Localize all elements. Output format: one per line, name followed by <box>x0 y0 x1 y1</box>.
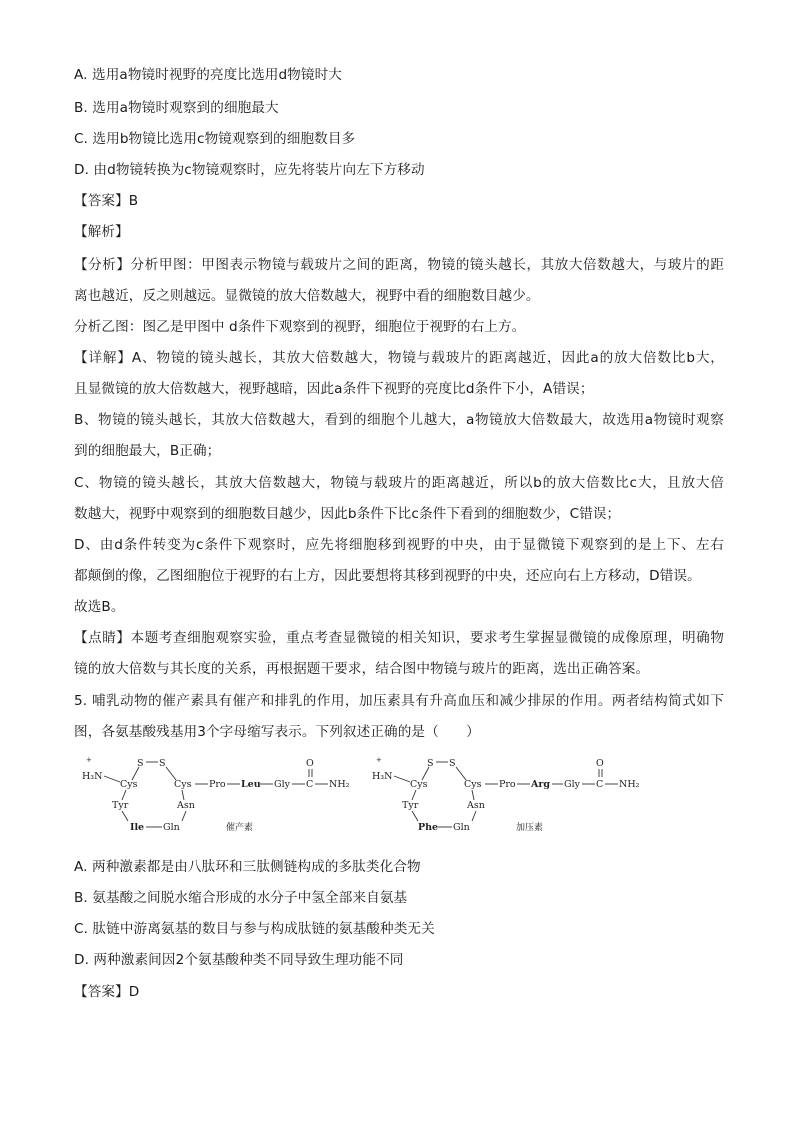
svg-text:+: + <box>86 757 92 764</box>
svg-text:+: + <box>376 757 382 764</box>
n-terminus-label: H₃N <box>82 771 103 782</box>
cys-label: Cys <box>120 779 138 790</box>
ile-label: Ile <box>130 822 145 833</box>
q5-option-b: B. 氨基酸之间脱水缩合形成的水分子中氢全部来自氨基 <box>74 890 408 906</box>
tyr-label: Tyr <box>402 800 419 811</box>
analysis-line: 离也越近，反之则越远。显微镜的放大倍数越大，视野中看的细胞数目越少。 <box>74 288 540 304</box>
q4-option-a: A. 选用a物镜时视野的亮度比选用d物镜时大 <box>74 67 342 83</box>
analysis-line: 且显微镜的放大倍数越大，视野越暗，因此a条件下视野的亮度比d条件下小，A错误； <box>74 381 594 397</box>
analysis-line: D、由d条件转变为c条件下观察时，应先将细胞移到视野的中央，由于显微镜下观察到的是上下、左右 <box>74 537 724 553</box>
pro-label: Pro <box>209 779 226 790</box>
carbon-label: C <box>306 779 314 790</box>
carbon-label: C <box>596 779 604 790</box>
oxytocin-structure <box>82 757 350 833</box>
sulfur-label: S <box>137 758 144 769</box>
analysis-line: 到的细胞最大，B正确； <box>74 443 221 459</box>
oxygen-label: O <box>306 758 314 769</box>
analysis-line: 故选B。 <box>74 599 125 615</box>
tyr-label: Tyr <box>112 800 129 811</box>
analysis-line: 【详解】A、物镜的镜头越长，其放大倍数越大，物镜与载玻片的距离越近，因此a的放大倍数比b大， <box>74 350 724 366</box>
analysis-line: 【分析】分析甲图：甲图表示物镜与载玻片之间的距离，物镜的镜头越长，其放大倍数越大，与玻片的距 <box>74 257 724 273</box>
oxygen-label: O <box>596 758 604 769</box>
vasopressin-structure <box>372 757 640 833</box>
sulfur-label: S <box>427 758 434 769</box>
analysis-line: 数越大，视野中观察到的细胞数目越少，因此b条件下比c条件下看到的细胞数少，C错误； <box>74 506 621 522</box>
oxytocin-name: 催产素 <box>226 823 254 833</box>
q5-stem: 图，各氨基酸残基用3个字母缩写表示。下列叙述正确的是（ ） <box>74 724 480 740</box>
asn-label: Asn <box>467 800 485 811</box>
sulfur-label: S <box>159 758 166 769</box>
analysis-line: 分析乙图：图乙是甲图中 d条件下观察到的视野，细胞位于视野的右上方。 <box>74 319 526 335</box>
cys-label: Cys <box>410 779 428 790</box>
q5-option-a: A. 两种激素都是由八肽环和三肽侧链构成的多肽类化合物 <box>74 859 421 875</box>
arg-label: Arg <box>531 779 551 790</box>
q4-analysis-header: 【解析】 <box>74 224 129 240</box>
sulfur-label: S <box>449 758 456 769</box>
analysis-line: 【点睛】本题考查细胞观察实验，重点考查显微镜的相关知识，要求考生掌握显微镜的成像原理，明确物 <box>74 630 724 646</box>
q5-answer: 【答案】D <box>74 984 140 1000</box>
q5-option-d: D. 两种激素间因2个氨基酸种类不同导致生理功能不同 <box>74 952 404 968</box>
analysis-line: B、物镜的镜头越长，其放大倍数越大，看到的细胞个儿越大，a物镜放大倍数最大，故选用a物镜时观察 <box>74 412 724 428</box>
leu-label: Leu <box>241 779 261 790</box>
gln-label: Gln <box>163 822 180 833</box>
q4-option-d: D. 由d物镜转换为c物镜观察时，应先将装片向左下方移动 <box>74 162 425 178</box>
q4-option-b: B. 选用a物镜时观察到的细胞最大 <box>74 100 279 116</box>
q4-answer: 【答案】B <box>74 193 139 209</box>
gly-label: Gly <box>274 779 290 790</box>
cys-label: Cys <box>174 779 192 790</box>
q5-stem: 5. 哺乳动物的催产素具有催产和排乳的作用，加压素具有升高血压和减少排尿的作用。两者结构简式如下 <box>74 693 724 709</box>
hormone-structure-figure <box>82 757 642 839</box>
amide-label: NH₂ <box>619 779 640 790</box>
cys-label: Cys <box>464 779 482 790</box>
q5-option-c: C. 肽链中游离氨基的数目与参与构成肽链的氨基酸种类无关 <box>74 921 435 937</box>
q4-option-c: C. 选用b物镜比选用c物镜观察到的细胞数目多 <box>74 131 356 147</box>
gln-label: Gln <box>453 822 470 833</box>
analysis-line: 镜的放大倍数与其长度的关系，再根据题干要求，结合图中物镜与玻片的距离，选出正确答案。 <box>74 661 650 677</box>
analysis-line: C、物镜的镜头越长，其放大倍数越大，物镜与载玻片的距离越近，所以b的放大倍数比c大，且放大倍 <box>74 475 724 491</box>
n-terminus-label: H₃N <box>372 771 393 782</box>
pro-label: Pro <box>499 779 516 790</box>
analysis-line: 都颠倒的像，乙图细胞位于视野的右上方，因此要想将其移到视野的中央，还应向右上方移动，D错误。 <box>74 568 701 584</box>
phe-label: Phe <box>418 822 439 833</box>
gly-label: Gly <box>564 779 580 790</box>
asn-label: Asn <box>177 800 195 811</box>
amide-label: NH₂ <box>329 779 350 790</box>
vasopressin-name: 加压素 <box>516 823 544 833</box>
